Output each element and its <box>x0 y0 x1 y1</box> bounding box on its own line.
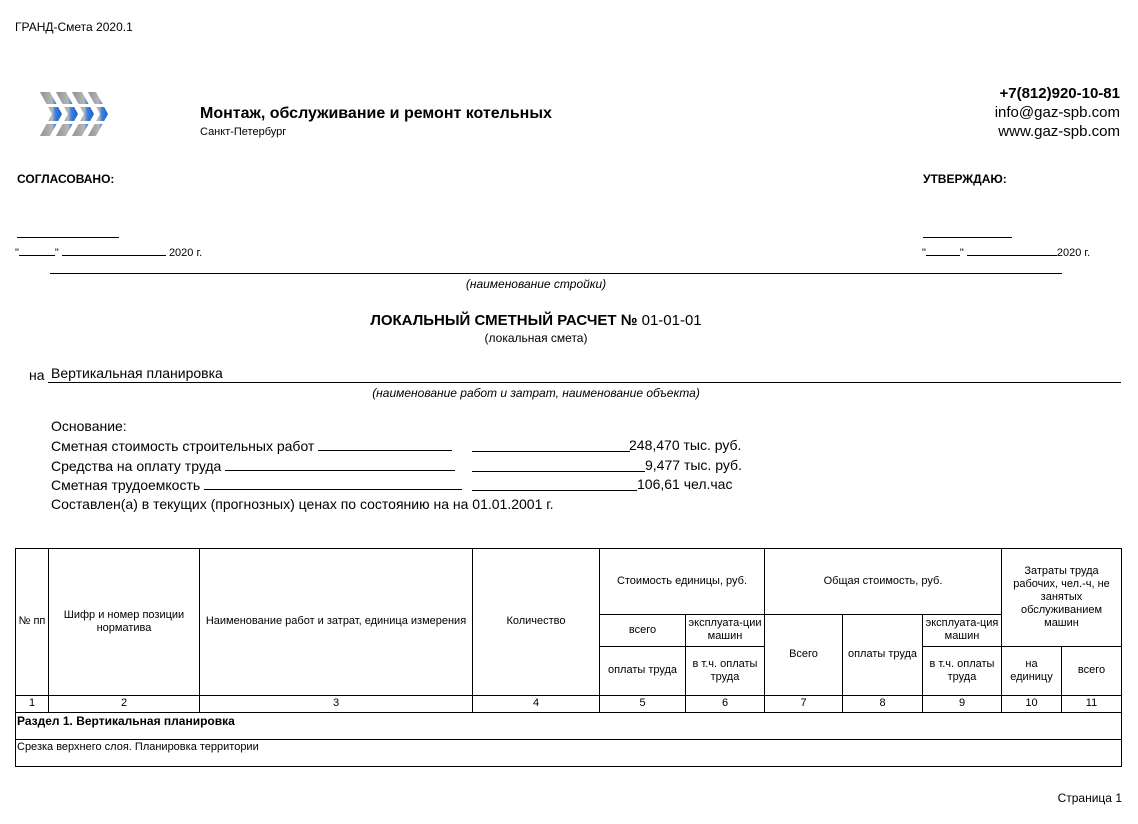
th-code: Шифр и номер позиции норматива <box>63 608 185 634</box>
basis-row-wage: Средства на оплату труда <box>51 457 455 474</box>
col-number: 11 <box>1085 697 1098 709</box>
company-logo <box>40 90 108 143</box>
th-total-all: Всего <box>789 648 818 660</box>
section-title: Раздел 1. Вертикальная планировка <box>17 714 235 728</box>
construction-caption: (наименование стройки) <box>465 277 607 291</box>
app-title: ГРАНД-Смета 2020.1 <box>15 20 133 34</box>
col-number: 10 <box>1025 697 1038 709</box>
estimate-number: 01-01-01 <box>641 312 702 329</box>
object-caption: (наименование работ и затрат, наименование объекта) <box>372 386 700 400</box>
col-number: 4 <box>532 697 540 709</box>
col-number: 7 <box>800 697 807 709</box>
basis-row-labor-value: 106,61 чел.час <box>637 476 733 492</box>
object-name: Вертикальная планировка <box>51 365 223 381</box>
col-number: 5 <box>639 697 646 709</box>
basis-row-cost: Сметная стоимость строительных работ <box>51 437 452 454</box>
th-labor-total: всего <box>1077 664 1106 676</box>
logo-chevrons-icon <box>40 90 108 138</box>
construction-line <box>50 273 1062 274</box>
approve-year: 2020 г. <box>1056 247 1091 259</box>
approve-signature-line <box>923 237 1012 238</box>
basis-label: Основание: <box>51 418 127 434</box>
page-number: Страница 1 <box>1057 791 1122 805</box>
th-total-wage: оплаты труда <box>847 648 918 660</box>
col-number: 1 <box>28 697 36 709</box>
agreed-title: СОГЛАСОВАНО: <box>17 172 115 186</box>
company-city: Санкт-Петербург <box>200 126 287 138</box>
company-phone: +7(812)920-10-81 <box>999 85 1120 102</box>
company-website[interactable]: www.gaz-spb.com <box>998 123 1120 140</box>
basis-row-labor: Сметная трудоемкость <box>51 476 462 493</box>
col-number: 3 <box>332 697 340 709</box>
estimate-subtitle: (локальная смета) <box>484 331 588 345</box>
company-name: Монтаж, обслуживание и ремонт котельных <box>200 105 552 122</box>
col-number: 2 <box>120 697 128 709</box>
company-email[interactable]: info@gaz-spb.com <box>994 104 1120 121</box>
approve-title: УТВЕРЖДАЮ: <box>923 172 1007 186</box>
basis-row-wage-line <box>472 471 645 472</box>
th-unit-cost: Стоимость единицы, руб. <box>616 574 748 587</box>
th-total-cost: Общая стоимость, руб. <box>823 574 943 587</box>
th-unit-machine: эксплуата-ции машин <box>688 617 762 642</box>
th-labor-per-unit: на единицу <box>1010 657 1053 683</box>
th-total-incl-wage: в т.ч. оплаты труда <box>929 657 995 683</box>
estimate-table <box>15 548 1122 767</box>
th-unit-wage: оплаты труда <box>607 664 678 676</box>
col-number: 6 <box>721 697 729 709</box>
basis-row-wage-value: 9,477 тыс. руб. <box>645 457 742 473</box>
subsection-title: Срезка верхнего слоя. Планировка территории <box>17 741 259 753</box>
col-number: 9 <box>958 697 966 709</box>
th-labor: Затраты труда рабочих, чел.-ч, не занятых обслуживанием машин <box>1013 564 1110 629</box>
agreed-year: 2020 г. <box>168 247 203 259</box>
estimate-title: ЛОКАЛЬНЫЙ СМЕТНЫЙ РАСЧЕТ № 01-01-01 <box>370 312 702 329</box>
prices-note: Составлен(а) в текущих (прогнозных) ценах по состоянию на на 01.01.2001 г. <box>51 496 554 512</box>
basis-row-cost-line <box>472 451 630 452</box>
basis-row-cost-value: 248,470 тыс. руб. <box>629 437 742 453</box>
on-label: на <box>29 367 45 383</box>
th-unit-incl-wage: в т.ч. оплаты труда <box>692 657 758 683</box>
th-num: № пп <box>18 615 46 627</box>
approve-date: " " 2020 г. <box>922 242 1090 259</box>
th-unit-total: всего <box>628 623 657 636</box>
th-qty: Количество <box>506 615 566 627</box>
agreed-date: " " 2020 г. <box>15 242 202 259</box>
th-total-machine: эксплуата-ция машин <box>925 617 999 642</box>
object-line <box>48 382 1121 383</box>
basis-row-labor-line <box>472 490 637 491</box>
agreed-signature-line <box>17 237 119 238</box>
th-name: Наименование работ и затрат, единица измерения <box>205 615 467 627</box>
col-number: 8 <box>879 697 886 709</box>
